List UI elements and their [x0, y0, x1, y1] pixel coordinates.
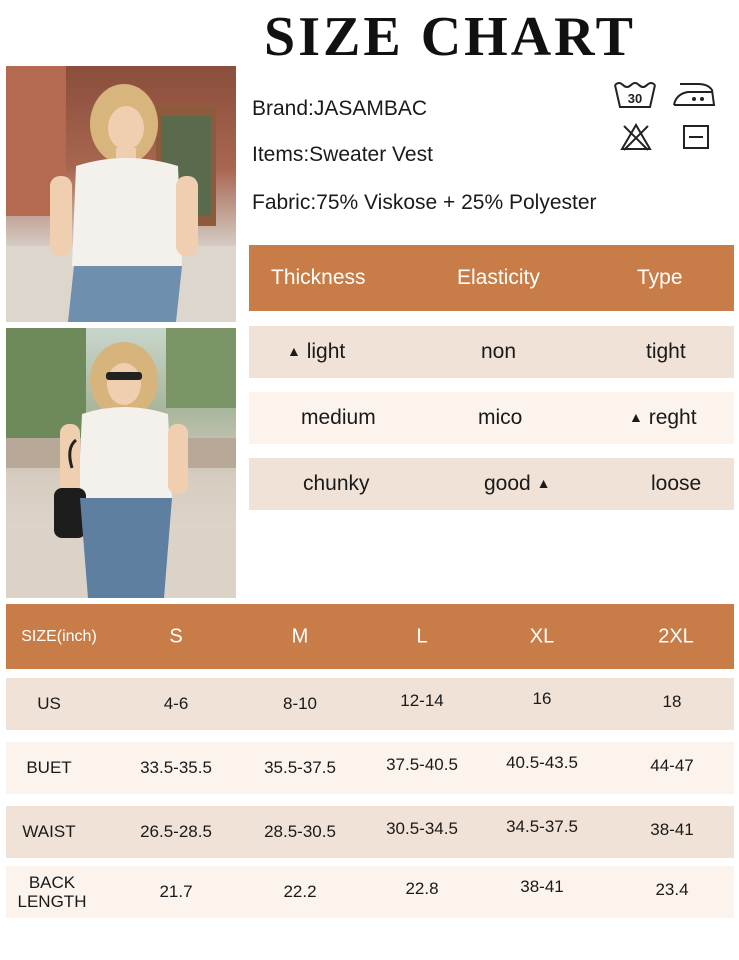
- row-label: US: [37, 694, 61, 713]
- size-cell: 21.7: [159, 882, 193, 901]
- type-reght: ▲ reght: [629, 406, 697, 429]
- properties-row: [249, 392, 734, 444]
- size-row-buet: [6, 742, 734, 794]
- size-table-header: [6, 604, 734, 669]
- size-row-us: [6, 678, 734, 730]
- size-cell: 8-10: [282, 694, 318, 713]
- row-label: BUET: [26, 758, 72, 777]
- header-size-2xl: 2XL: [658, 625, 694, 647]
- size-cell: 34.5-37.5: [506, 817, 578, 836]
- size-cell: 23.4: [655, 880, 689, 899]
- size-cell: 40.5-43.5: [506, 753, 578, 772]
- selected-marker-icon: ▲: [629, 409, 643, 425]
- thickness-chunky: chunky: [303, 472, 370, 495]
- properties-row: [249, 326, 734, 378]
- row-label: BACK LENGTH: [17, 873, 87, 911]
- properties-header: [249, 245, 734, 311]
- selected-marker-icon: ▲: [287, 343, 301, 359]
- fabric-text: Fabric:75% Viskose + 25% Polyester: [252, 191, 597, 214]
- model-photo-illustration: [6, 66, 236, 322]
- header-thickness: Thickness: [271, 266, 366, 289]
- header-type: Type: [637, 266, 683, 289]
- page-title: SIZE CHART: [264, 6, 636, 68]
- size-cell: 37.5-40.5: [386, 755, 458, 774]
- size-cell: 30.5-34.5: [386, 819, 458, 838]
- size-row-back-length: [6, 866, 734, 918]
- size-cell: 28.5-30.5: [264, 822, 336, 841]
- wash-temp-label: 30: [627, 91, 643, 106]
- thickness-light: ▲ light: [287, 340, 346, 363]
- product-photo-front: [6, 66, 236, 322]
- brand-text: Brand:JASAMBAC: [252, 97, 428, 120]
- size-cell: 4-6: [163, 694, 189, 713]
- header-elasticity: Elasticity: [457, 266, 540, 289]
- header-size-l: L: [416, 625, 428, 647]
- type-tight: tight: [646, 340, 686, 363]
- size-cell: 44-47: [650, 756, 694, 775]
- size-cell: 22.2: [283, 882, 317, 901]
- size-row-waist: [6, 806, 734, 858]
- size-cell: 18: [662, 692, 682, 711]
- dry-flat-icon: [682, 124, 710, 150]
- wash-30-icon: [612, 78, 658, 110]
- thickness-medium: medium: [301, 406, 376, 429]
- selected-marker-icon: ▲: [536, 475, 551, 491]
- elasticity-good: good ▲: [484, 472, 551, 495]
- size-cell: 38-41: [650, 820, 694, 839]
- size-cell: 35.5-37.5: [264, 758, 336, 777]
- row-label: WAIST: [22, 822, 76, 841]
- product-photo-lifestyle: [6, 328, 236, 598]
- items-text: Items:Sweater Vest: [252, 143, 433, 166]
- elasticity-non: non: [481, 340, 517, 363]
- properties-row: [249, 458, 734, 510]
- size-cell: 26.5-28.5: [140, 822, 212, 841]
- header-size-m: M: [291, 625, 309, 647]
- size-cell: 22.8: [405, 879, 439, 898]
- size-cell: 12-14: [400, 691, 444, 710]
- care-icons: [612, 78, 722, 154]
- size-cell: 16: [532, 689, 552, 708]
- header-size-inch: SIZE(inch): [21, 627, 97, 645]
- header-size-xl: XL: [529, 625, 555, 647]
- type-loose: loose: [651, 472, 702, 495]
- model-photo-illustration: [6, 328, 236, 598]
- iron-low-icon: [672, 80, 716, 108]
- no-bleach-icon: [620, 122, 652, 152]
- header-size-s: S: [169, 625, 183, 647]
- elasticity-mico: mico: [478, 406, 523, 429]
- size-cell: 33.5-35.5: [140, 758, 212, 777]
- size-cell: 38-41: [520, 877, 564, 896]
